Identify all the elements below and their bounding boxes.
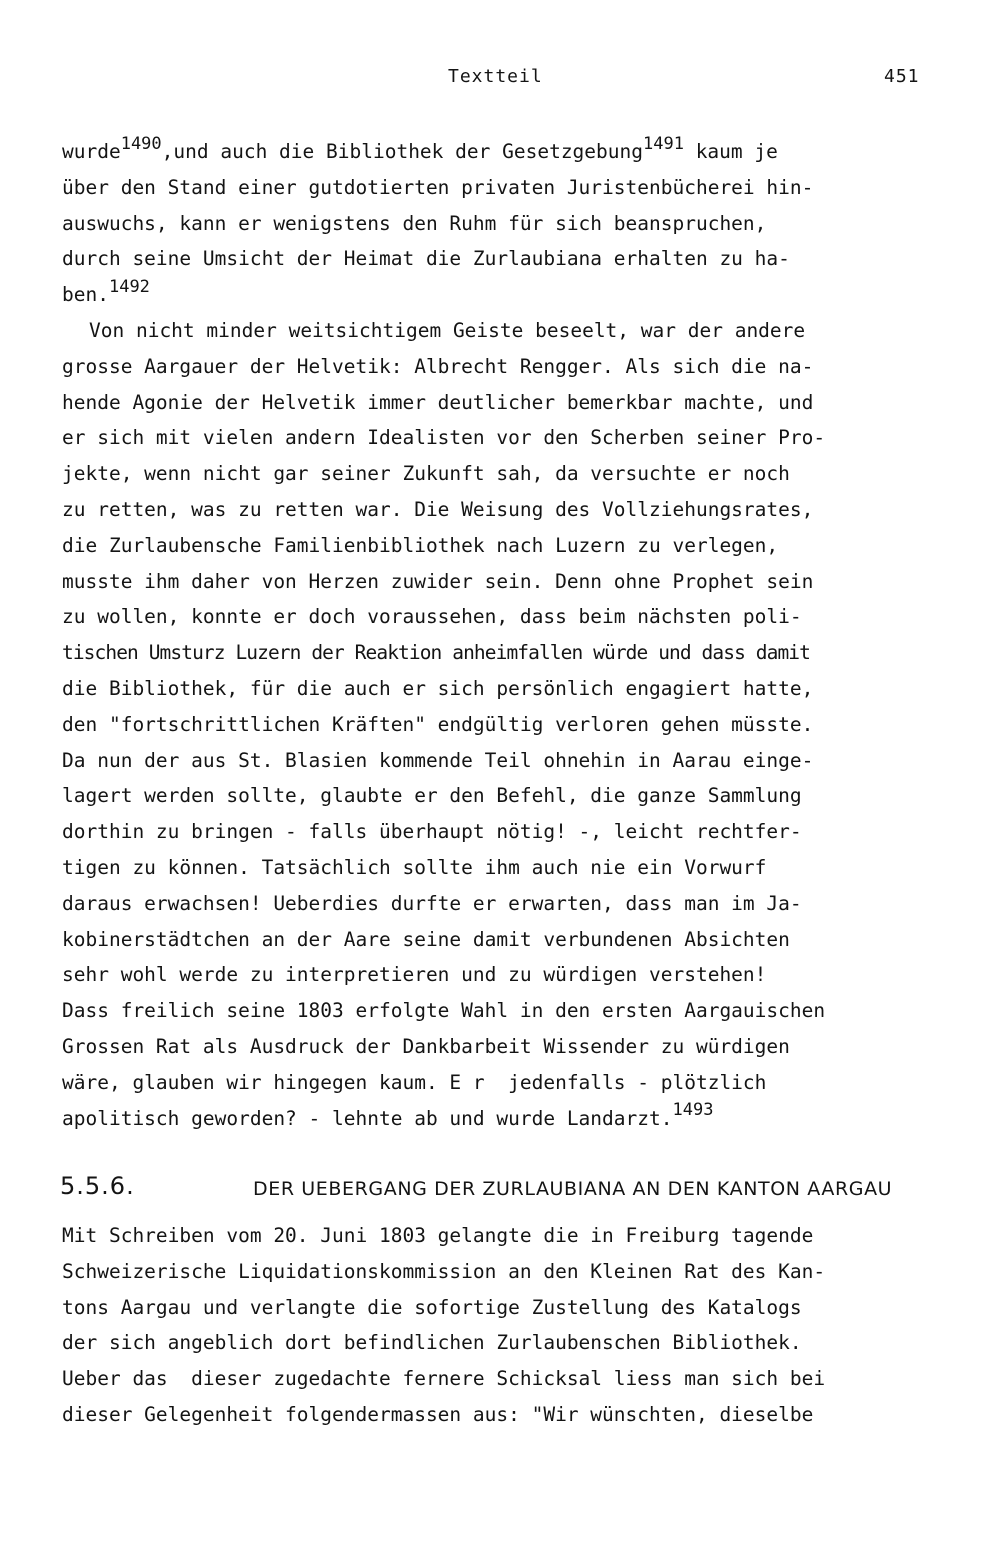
text-line: Schweizerische Liquidationskommission an den Kleinen Rat des Kan-: [62, 1259, 826, 1283]
text-line: dieser Gelegenheit folgendermassen aus: "Wir wünschten, dieselbe: [62, 1402, 814, 1426]
page-number: 451: [884, 66, 920, 87]
text-line: grosse Aargauer der Helvetik: Albrecht Rengger. Als sich die na-: [62, 354, 814, 378]
paragraph-1: [62, 134, 952, 313]
footnote-ref-1492: 1492: [108, 276, 150, 297]
text-line: Ueber das dieser zugedachte fernere Schicksal liess man sich bei: [62, 1367, 826, 1391]
text-line: tigen zu können. Tatsächlich sollte ihm auch nie ein Vorwurf: [62, 855, 767, 879]
section-title: DER UEBERGANG DER ZURLAUBIANA AN DEN KANTON AARGAU: [253, 1178, 893, 1200]
text-line: musste ihm daher von Herzen zuwider sein. Denn ohne Prophet sein: [62, 569, 814, 593]
text-segment: ,und auch die Bibliothek der Gesetzgebung: [161, 140, 643, 163]
text-line: Grossen Rat als Ausdruck der Dankbarbeit Wissender zu würdigen: [62, 1034, 790, 1058]
text-line: daraus erwachsen! Ueberdies durfte er erwarten, dass man im Ja-: [62, 891, 802, 915]
text-line: Von nicht minder weitsichtigem Geiste beseelt, war der andere: [89, 319, 806, 342]
text-line: die Zurlaubensche Familienbibliothek nach Luzern zu verlegen,: [62, 533, 779, 557]
text-line: die Bibliothek, für die auch er sich persönlich engagiert hatte,: [62, 676, 814, 700]
text-line: der sich angeblich dort befindlichen Zurlaubenschen Bibliothek.: [62, 1331, 802, 1355]
text-line: [62, 1101, 952, 1137]
text-line: zu wollen, konnte er doch voraussehen, dass beim nächsten poli-: [62, 605, 802, 629]
text-line: dorthin zu bringen - falls überhaupt nötig! -, leicht rechtfer-: [62, 820, 802, 844]
footnote-ref-1490: 1490: [120, 133, 162, 154]
text-line: tons Aargau und verlangte die sofortige Zustellung des Katalogs: [62, 1295, 802, 1319]
text-line: [62, 134, 952, 170]
text-line: wäre, glauben wir hingegen kaum. E r jedenfalls - plötzlich: [62, 1070, 767, 1094]
text-line: über den Stand einer gutdotierten privaten Juristenbücherei hin-: [62, 175, 814, 199]
text-segment: apolitisch geworden? - lehnte ab und wurde Landarzt.: [62, 1106, 673, 1130]
text-line: auswuchs, kann er wenigstens den Ruhm für sich beanspruchen,: [62, 211, 767, 235]
text-line: er sich mit vielen andern Idealisten vor den Scherben seiner Pro-: [62, 426, 826, 450]
text-line: zu retten, was zu retten war. Die Weisung des Vollziehungsrates,: [62, 497, 814, 521]
text-segment: ben.: [62, 283, 109, 307]
page-header: [0, 66, 1000, 96]
footnote-ref-1493: 1493: [672, 1100, 714, 1121]
section-number: 5.5.6.: [60, 1172, 135, 1200]
text-segment: wurde: [62, 140, 121, 163]
text-line: hende Agonie der Helvetik immer deutlicher bemerkbar machte, und: [62, 390, 814, 414]
text-line: jekte, wenn nicht gar seiner Zukunft sah, da versuchte er noch: [62, 462, 790, 486]
text-line: durch seine Umsicht der Heimat die Zurlaubiana erhalten zu ha-: [62, 247, 790, 271]
text-line: Da nun der aus St. Blasien kommende Teil ohnehin in Aarau einge-: [62, 748, 814, 772]
text-line: Mit Schreiben vom 20. Juni 1803 gelangte die in Freiburg tagende: [62, 1224, 814, 1247]
text-line: den "fortschrittlichen Kräften" endgültig verloren gehen müsste.: [62, 712, 814, 736]
paragraph-3: [62, 1218, 952, 1433]
text-line: [62, 277, 952, 313]
paragraph-2: [62, 313, 952, 1136]
section-heading: [60, 1172, 950, 1208]
text-line: lagert werden sollte, glaubte er den Befehl, die ganze Sammlung: [62, 784, 802, 808]
text-segment: kaum je: [683, 140, 778, 163]
running-title: Textteil: [448, 66, 543, 87]
text-line: tischen Umsturz Luzern der Reaktion anheimfallen würde und dass damit: [62, 641, 810, 665]
text-line: Dass freilich seine 1803 erfolgte Wahl in den ersten Aargauischen: [62, 999, 826, 1023]
text-line: sehr wohl werde zu interpretieren und zu würdigen verstehen!: [62, 963, 767, 987]
footnote-ref-1491: 1491: [643, 133, 684, 154]
text-line: kobinerstädtchen an der Aare seine damit verbundenen Absichten: [62, 927, 790, 951]
